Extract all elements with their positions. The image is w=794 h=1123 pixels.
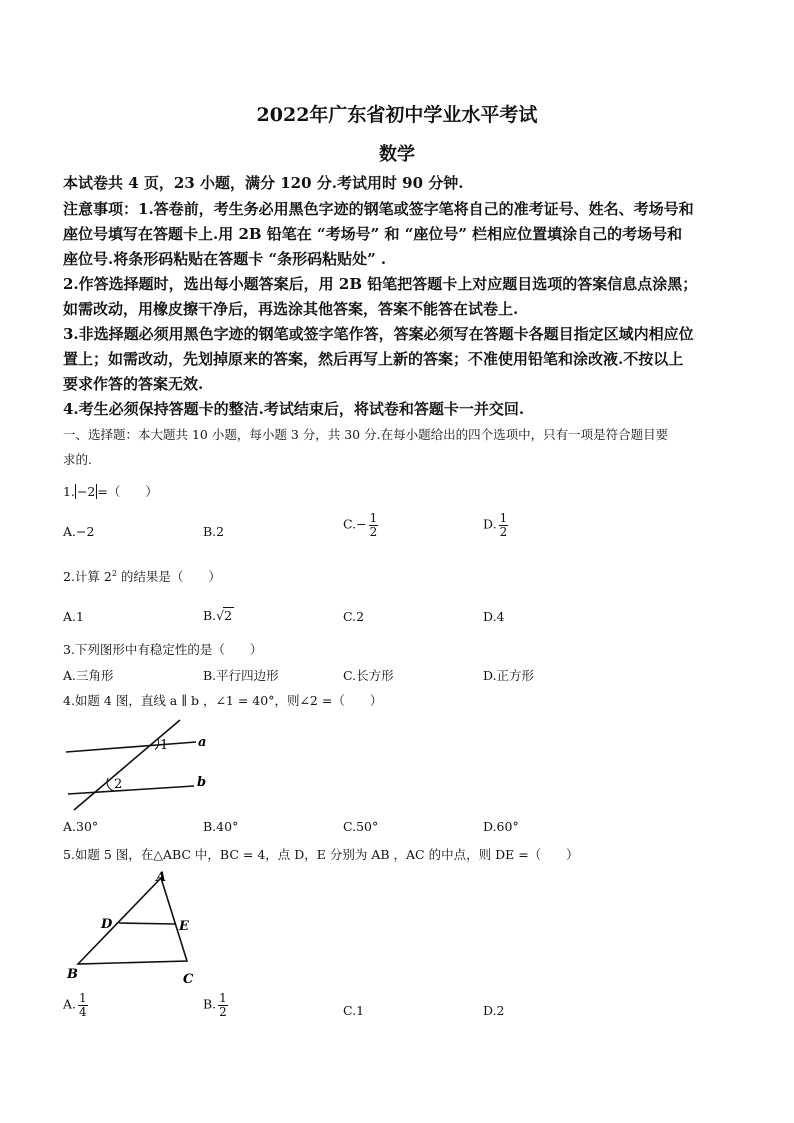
q1-d-numerator: 1: [499, 511, 508, 525]
instruction-line-8: 置上；如需改动，先划掉原来的答案，然后再写上新的答案；不准使用铅笔和涂改液.不按以上: [63, 350, 684, 368]
segment-de: [119, 923, 176, 924]
line-b-label: b: [197, 775, 207, 790]
q1-abs-content: −2: [76, 484, 96, 499]
q5-option-c: C.1: [343, 1003, 365, 1018]
question-4-stem: 4.如题 4 图，直线 a ∥ b ，∠1 = 40°，则∠2 =（ ）: [63, 693, 383, 708]
vertex-b-label: B: [67, 967, 78, 982]
line-b: [68, 786, 194, 794]
q1-option-b: B.2: [203, 524, 225, 539]
q2-radicand: 2: [224, 608, 233, 623]
instruction-line-4: 座位号.将条形码粘贴在答题卡 “条形码粘贴处” .: [63, 250, 387, 268]
q4-option-a: A.30°: [63, 819, 99, 834]
q1-stem-suffix: =（ ）: [97, 484, 158, 499]
line-a-label: a: [198, 735, 207, 750]
q5-option-b: [203, 992, 228, 1018]
q5-option-d: D.2: [483, 1003, 505, 1018]
instruction-line-7: 3.非选择题必须用黑色字迹的钢笔或签字笔作答，答案必须写在答题卡各题目指定区域内相应位: [63, 325, 694, 343]
vertex-a-label: A: [156, 870, 167, 885]
q5-b-denominator: 2: [219, 1004, 227, 1019]
triangle-abc: [78, 878, 187, 964]
vertex-c-label: C: [183, 972, 194, 987]
instruction-line-2: 注意事项：1.答卷前，考生务必用黑色字迹的钢笔或签字笔将自己的准考证号、姓名、考场号和: [63, 200, 694, 218]
instruction-line-9: 要求作答的答案无效.: [63, 375, 204, 393]
q1-option-d: [483, 512, 508, 538]
instruction-line-3: 座位号填写在答题卡上.用 2B 铅笔在 “考场号” 和 “座位号” 栏相应位置填涂自己的考场号和: [63, 225, 683, 243]
q1-option-c-fraction: [369, 512, 379, 538]
q2-stem-suffix: 的结果是（ ）: [116, 569, 221, 584]
q5-b-numerator: 1: [219, 991, 227, 1005]
q3-option-d: D.正方形: [483, 668, 535, 683]
q5-option-a: [63, 992, 88, 1018]
q2-exponent: 2: [111, 568, 117, 578]
q5-option-b-fraction: [218, 992, 228, 1018]
q4-option-d: D.60°: [483, 819, 519, 834]
transversal-line: [74, 720, 180, 810]
q1-option-d-prefix: D.: [483, 516, 497, 532]
q1-option-d-fraction: [499, 512, 509, 538]
q1-absolute-value: [75, 484, 97, 499]
q5-option-a-prefix: A.: [63, 996, 77, 1012]
q1-number: 1.: [63, 484, 75, 499]
q2-option-d: D.4: [483, 609, 505, 624]
q4-option-b: B.40°: [203, 819, 239, 834]
q1-d-denominator: 2: [499, 524, 508, 539]
instruction-line-5: 2.作答选择题时，选出每小题答案后，用 2B 铅笔把答题卡上对应题目选项的答案信息点涂黑；: [63, 275, 698, 293]
q5-a-numerator: 1: [79, 991, 87, 1005]
q2-option-c: C.2: [343, 609, 365, 624]
instruction-line-6: 如需改动，用橡皮擦干净后，再选涂其他答案，答案不能答在试卷上.: [63, 300, 519, 318]
q1-option-a: A.−2: [63, 524, 95, 539]
q2-option-b: [203, 607, 234, 623]
q3-option-b: B.平行四边形: [203, 668, 279, 683]
question-3-stem: 3.下列图形中有稳定性的是（ ）: [63, 642, 263, 657]
q2-option-b-prefix: B.: [203, 608, 217, 623]
section-1-header-line-2: 求的.: [63, 452, 92, 467]
angle-1-label: 1: [160, 738, 169, 753]
radical-sign: √: [216, 608, 225, 623]
q1-c-denominator: 2: [369, 524, 378, 539]
instruction-line-1: 本试卷共 4 页，23 小题，满分 120 分.考试用时 90 分钟.: [63, 174, 464, 192]
instruction-line-10: 4.考生必须保持答题卡的整洁.考试结束后，将试卷和答题卡一并交回.: [63, 400, 525, 418]
angle-2-label: 2: [114, 777, 123, 792]
question-2-stem: [63, 567, 221, 585]
figure-q5-triangle: [60, 866, 220, 990]
question-1-stem: [63, 482, 158, 500]
point-d-label: D: [101, 917, 113, 932]
q2-option-a: A.1: [63, 609, 84, 624]
q3-option-c: C.长方形: [343, 668, 394, 683]
figure-q4-parallel-lines: [60, 714, 220, 814]
q2-stem-prefix: 2.计算 2: [63, 569, 112, 584]
q1-c-numerator: 1: [369, 511, 378, 525]
q4-option-c: C.50°: [343, 819, 379, 834]
exam-subject: 数学: [379, 144, 415, 165]
q5-a-denominator: 4: [79, 1004, 87, 1019]
question-5-stem: 5.如题 5 图，在△ABC 中，BC = 4，点 D，E 分别为 AB ，AC 的中点，则 DE =（ ）: [63, 847, 579, 862]
q1-option-c-prefix: C.−: [343, 516, 367, 532]
q1-option-c: [343, 512, 378, 538]
point-e-label: E: [179, 919, 189, 934]
q3-option-a: A.三角形: [63, 668, 114, 683]
q5-option-a-fraction: [78, 992, 88, 1018]
section-1-header-line-1: 一、选择题：本大题共 10 小题，每小题 3 分，共 30 分.在每小题给出的四个选项中，只有一项是符合题目要: [63, 427, 669, 442]
q5-option-b-prefix: B.: [203, 996, 217, 1012]
line-a: [66, 742, 196, 752]
exam-title: 2022年广东省初中学业水平考试: [256, 104, 538, 126]
